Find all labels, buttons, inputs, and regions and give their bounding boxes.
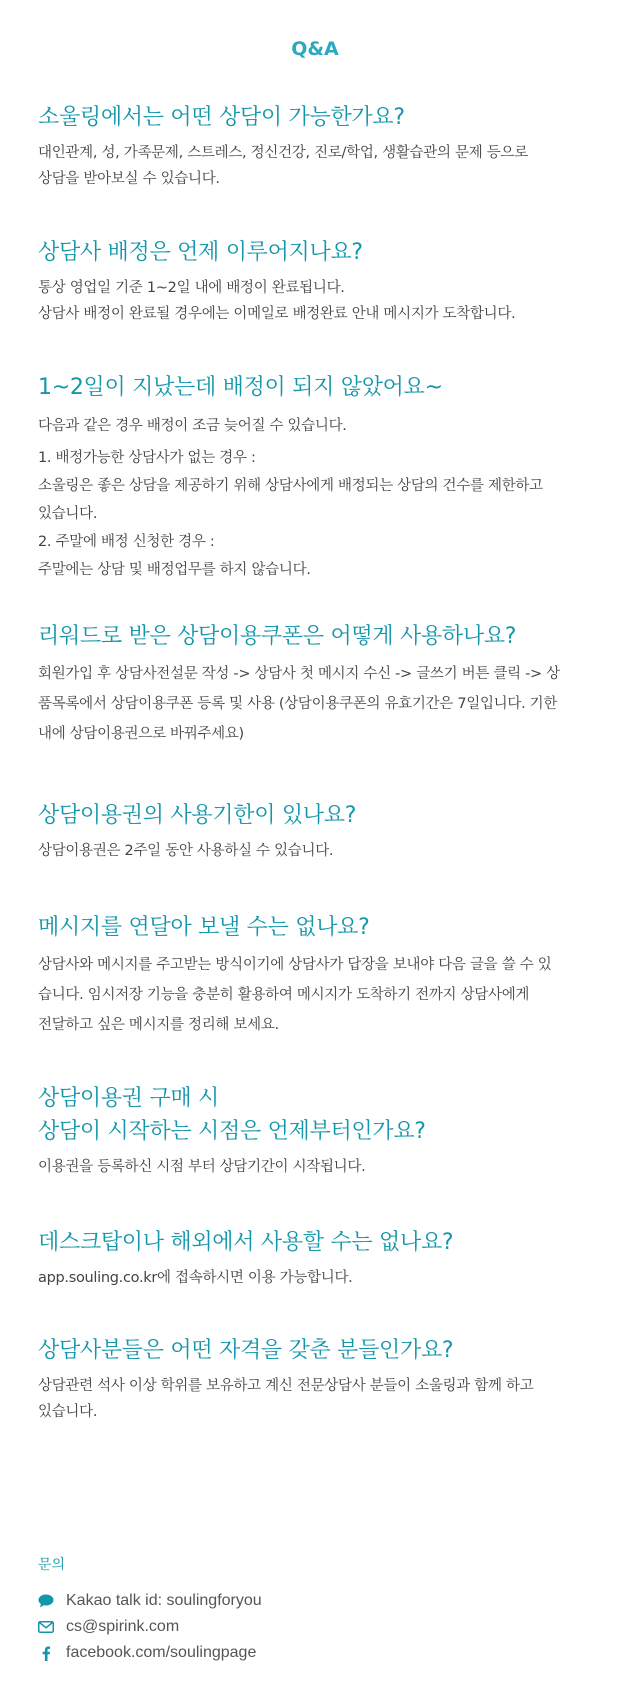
faq-item (38, 101, 594, 192)
faq-answer-line: 상담관련 석사 이상 학위를 보유하고 계신 전문상담사 분들이 소울링과 함께 하고 (38, 1378, 534, 1394)
faq-answer-line: 있습니다. (38, 506, 98, 522)
faq-answer-line: 상담을 받아보실 수 있습니다. (38, 171, 220, 187)
faq-question: 리워드로 받은 상담이용쿠폰은 어떻게 사용하나요? (38, 624, 517, 649)
contact-email-text: cs@spirink.com (66, 1618, 180, 1635)
faq-answer-line: 통상 영업일 기준 1~2일 내에 배정이 완료됩니다. (38, 280, 345, 296)
faq-answer-line: 회원가입 후 상담사전설문 작성 -> 상담사 첫 메시지 수신 -> 글쓰기 버튼 클릭 -> 상 (38, 666, 560, 682)
faq-question: 상담사분들은 어떤 자격을 갖춘 분들인가요? (38, 1338, 454, 1363)
faq-answer-line: 전달하고 싶은 메시지를 정리해 보세요. (38, 1017, 279, 1033)
faq-item (38, 911, 594, 1040)
faq-answer (38, 1154, 594, 1180)
faq-question: 메시지를 연달아 보낼 수는 없나요? (38, 915, 370, 940)
contact-section (38, 1554, 594, 1666)
facebook-icon (38, 1646, 66, 1661)
contact-label: 문의 (38, 1557, 66, 1573)
faq-answer (38, 275, 594, 327)
contact-kakao-text: Kakao talk id: soulingforyou (66, 1592, 262, 1609)
faq-answer (38, 1265, 594, 1291)
faq-question-line: 상담이용권 구매 시 (38, 1086, 220, 1111)
faq-question: 소울링에서는 어떤 상담이 가능한가요? (38, 105, 405, 130)
faq-answer (38, 1373, 594, 1425)
faq-answer-line: 내에 상담이용권으로 바꿔주세요) (38, 726, 244, 742)
faq-answer-line: 2. 주말에 배정 신청한 경우 : (38, 534, 215, 550)
faq-question: 1~2일이 지났는데 배정이 되지 않았어요~ (38, 375, 443, 400)
faq-question (38, 1082, 594, 1148)
faq-answer (38, 838, 594, 864)
faq-answer-line: 주말에는 상담 및 배정업무를 하지 않습니다. (38, 562, 311, 578)
faq-answer-line: 대인관계, 성, 가족문제, 스트레스, 정신건강, 진로/학업, 생활습관의 문제 등으로 (38, 145, 528, 161)
contact-kakao[interactable] (38, 1588, 594, 1614)
faq-answer-line: 이용권을 등록하신 시점 부터 상담기간이 시작됩니다. (38, 1159, 366, 1175)
faq-item (38, 1082, 594, 1180)
faq-answer (38, 659, 594, 749)
contact-email[interactable] (38, 1614, 594, 1640)
faq-item (38, 236, 594, 327)
faq-question: 상담이용권의 사용기한이 있나요? (38, 803, 357, 828)
faq-item (38, 620, 594, 749)
faq-answer-line: 소울링은 좋은 상담을 제공하기 위해 상담사에게 배정되는 상담의 건수를 제한하고 (38, 478, 543, 494)
faq-item (38, 799, 594, 864)
faq-answer (38, 412, 594, 584)
faq-answer-line: 습니다. 임시저장 기능을 충분히 활용하여 메시지가 도착하기 전까지 상담사에게 (38, 987, 530, 1003)
faq-question: 상담사 배정은 언제 이루어지나요? (38, 240, 363, 265)
faq-item (38, 1334, 594, 1425)
faq-item (38, 1226, 594, 1291)
faq-answer-line: 상담이용권은 2주일 동안 사용하실 수 있습니다. (38, 843, 334, 859)
chat-bubble-icon (38, 1594, 66, 1608)
contact-facebook-text: facebook.com/soulingpage (66, 1644, 257, 1661)
faq-question-line: 상담이 시작하는 시점은 언제부터인가요? (38, 1119, 426, 1144)
faq-answer-line: 상담사와 메시지를 주고받는 방식이기에 상담사가 답장을 보내야 다음 글을 쓸 수 있 (38, 957, 552, 973)
faq-question: 데스크탑이나 해외에서 사용할 수는 없나요? (38, 1230, 454, 1255)
faq-item (38, 371, 594, 584)
faq-answer (38, 140, 594, 192)
faq-answer-line: 상담사 배정이 완료될 경우에는 이메일로 배정완료 안내 메시지가 도착합니다. (38, 306, 516, 322)
contact-facebook[interactable] (38, 1640, 594, 1666)
envelope-icon (38, 1621, 66, 1633)
faq-answer-line: app.souling.co.kr에 접속하시면 이용 가능합니다. (38, 1270, 353, 1286)
faq-answer (38, 950, 594, 1040)
faq-answer-line: 1. 배정가능한 상담사가 없는 경우 : (38, 450, 256, 466)
page-title: Q&A (291, 38, 339, 60)
faq-answer-line: 품목록에서 상담이용쿠폰 등록 및 사용 (상담이용쿠폰의 유효기간은 7일입니다. 기한 (38, 696, 558, 712)
faq-answer-line: 있습니다. (38, 1404, 98, 1420)
faq-answer-intro: 다음과 같은 경우 배정이 조금 늦어질 수 있습니다. (38, 418, 347, 434)
